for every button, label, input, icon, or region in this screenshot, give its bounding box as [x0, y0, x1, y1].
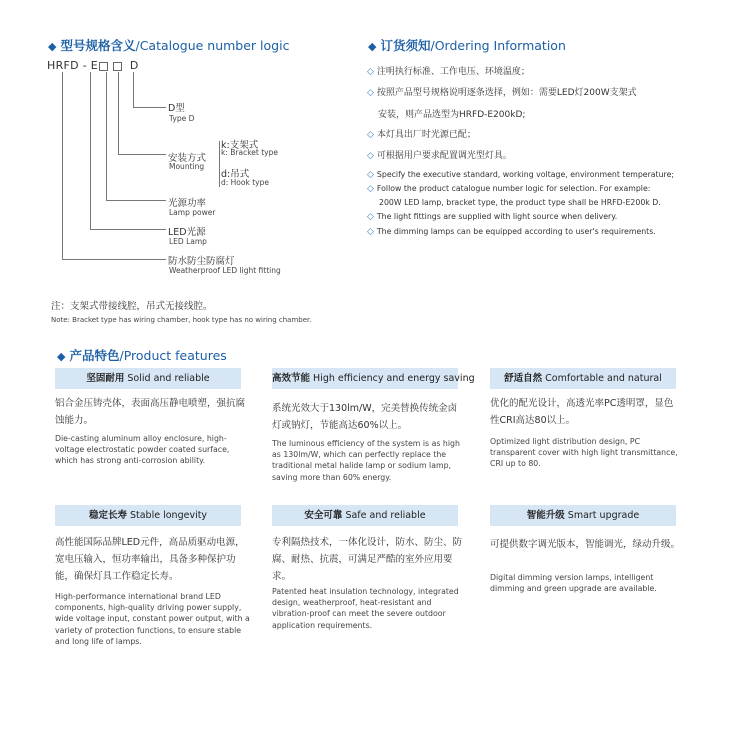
diamond-icon: ◆	[368, 40, 377, 53]
catalogue-heading-cn: 型号规格含义	[60, 38, 136, 53]
label-k-cn: k:支架式	[221, 140, 259, 151]
feature-tab-efficiency	[272, 368, 475, 389]
ordering-item-en-text: The light fittings are supplied with light source when delivery.	[376, 212, 618, 221]
feature-title-cn: 安全可靠	[304, 510, 343, 521]
feature-desc-cn: 优化的配光设计，高透光率PC透明罩，显色性CRI高达80以上。	[490, 398, 674, 426]
label-power-en: Lamp power	[169, 208, 216, 217]
label-d-cn: d:吊式	[221, 169, 250, 180]
feature-title-cn: 坚固耐用	[86, 373, 125, 384]
feature-desc-cn: 系统光效大于130lm/W，完美替换传统金卤灯或钠灯，节能高达60%以上。	[272, 403, 458, 431]
feature-title-cn: 稳定长寿	[88, 510, 127, 521]
ordering-item-text: 注明执行标准、工作电压、环境温度；	[376, 67, 530, 77]
feature-tab-smart	[490, 505, 676, 526]
feature-tab-stable	[55, 505, 241, 526]
code-box-mount	[113, 62, 122, 71]
ordering-item-text: 可根据用户要求配置调光型灯具。	[376, 151, 512, 161]
ordering-heading-en: /Ordering Information	[430, 38, 566, 53]
ordering-heading	[368, 36, 566, 54]
feature-desc-cn: 高性能国际品牌LED元件，高品质驱动电源，宽电压输入，恒功率输出，具备多种保护功能，确保灯具工作稳定长寿。	[55, 537, 245, 582]
diamond-outline-icon: ◇	[367, 227, 374, 237]
label-mount-en: Mounting	[169, 162, 205, 171]
catalogue-code	[47, 59, 139, 72]
feature-desc-en: Die-casting aluminum alloy enclosure, high-voltage electrostatic powder coated surface, which has strong anti-corrosion ability.	[55, 434, 230, 466]
label-weather-cn: 防水防尘防腐灯	[168, 256, 235, 267]
features-heading-en: /Product features	[119, 348, 227, 363]
diamond-outline-icon: ◇	[367, 212, 374, 222]
feature-title-cn: 智能升级	[526, 510, 565, 521]
connector-line	[90, 72, 91, 230]
ordering-item	[367, 127, 476, 140]
diamond-outline-icon: ◇	[367, 151, 374, 161]
ordering-item-en-text: Follow the product catalogue number logic for selection. For example:	[376, 184, 651, 193]
feature-title-en: High efficiency and energy saving	[313, 373, 475, 384]
ordering-item	[367, 148, 512, 161]
connector-line	[118, 72, 119, 155]
label-k-en: k: Bracket type	[221, 148, 278, 157]
connector-bracket	[219, 141, 220, 187]
feature-desc-cn: 铝合金压铸壳体，表面高压静电喷塑，强抗腐蚀能力。	[55, 398, 246, 426]
feature-title-en: Solid and reliable	[127, 373, 210, 384]
ordering-item-en	[367, 184, 650, 194]
diamond-icon: ◆	[57, 350, 66, 363]
features-heading-cn: 产品特色	[69, 348, 120, 363]
feature-desc-en: Digital dimming version lamps, intelligent dimming and green upgrade are available.	[490, 573, 657, 594]
diamond-outline-icon: ◇	[367, 67, 374, 77]
label-type-cn: D型	[168, 103, 185, 114]
ordering-item-en-text: The dimming lamps can be equipped according to user's requirements.	[376, 227, 656, 236]
feature-title-cn: 舒适自然	[504, 373, 543, 384]
connector-line	[133, 107, 166, 108]
ordering-item-text: 按照产品型号规格说明逐条选择，例如：需要LED灯200W支架式	[376, 88, 637, 98]
connector-line	[90, 229, 166, 230]
diamond-outline-icon: ◇	[367, 184, 374, 194]
ordering-item-text: 本灯具出厂时光源已配；	[376, 130, 476, 140]
ordering-heading-cn: 订货须知	[380, 38, 431, 53]
ordering-item-en-text: Specify the executive standard, working voltage, environment temperature;	[376, 170, 675, 179]
code-prefix: HRFD - E	[47, 59, 99, 72]
connector-line	[106, 72, 107, 201]
catalogue-note-cn: 注：支架式带接线腔，吊式无接线腔。	[51, 301, 213, 312]
ordering-item-en	[367, 227, 656, 237]
feature-title-cn: 高效节能	[272, 373, 311, 384]
feature-tab-safe	[272, 505, 458, 526]
catalogue-heading-en: /Catalogue number logic	[135, 38, 290, 53]
feature-desc-en: Optimized light distribution design, PC transparent cover with high light transmittance, CRI up to 80.	[490, 437, 678, 469]
connector-line	[62, 72, 63, 260]
diamond-outline-icon: ◇	[367, 88, 374, 98]
label-led-en: LED Lamp	[169, 237, 207, 246]
feature-desc-en: The luminous efficiency of the system is as high as 130lm/W, which can perfectly replace the traditional metal halide lamp or sodium lamp, saving more than 60% energy.	[272, 439, 460, 482]
catalogue-heading	[48, 36, 289, 54]
feature-title-en: Comfortable and natural	[545, 373, 662, 384]
feature-tab-solid	[55, 368, 241, 389]
label-mount-cn: 安装方式	[168, 153, 207, 164]
connector-line	[118, 154, 166, 155]
label-type-en: Type D	[169, 114, 195, 123]
feature-desc-en: High-performance international brand LED components, high-quality driving power supply, wide voltage input, constant power output, with a variety of protection functions, to ensure stable and long life of lamps.	[55, 592, 250, 646]
ordering-item	[367, 85, 637, 98]
ordering-item-en	[367, 212, 617, 222]
diamond-outline-icon: ◇	[367, 130, 374, 140]
ordering-item	[367, 64, 530, 77]
label-led-cn: LED光源	[168, 227, 206, 238]
feature-title-en: Stable longevity	[129, 510, 208, 521]
diamond-icon: ◆	[48, 40, 57, 53]
connector-line	[106, 200, 166, 201]
ordering-item-continuation: 安装，则产品选型为HRFD-E200kD;	[378, 110, 526, 120]
label-power-cn: 光源功率	[168, 198, 207, 209]
label-d-en: d: Hook type	[221, 178, 269, 187]
label-weather-en: Weatherproof LED light fitting	[169, 266, 281, 275]
diamond-outline-icon: ◇	[367, 170, 374, 180]
feature-desc-cn: 可提供数字调光版本，智能调光，绿动升级。	[490, 539, 681, 550]
connector-line	[133, 72, 134, 108]
ordering-item-en-continuation: 200W LED lamp, bracket type, the product type shall be HRFD-E200k D.	[379, 198, 661, 207]
code-box-power	[99, 62, 108, 71]
feature-title-en: Smart upgrade	[567, 510, 640, 521]
connector-line	[62, 259, 166, 260]
feature-desc-cn: 专利隔热技术，一体化设计，防水、防尘、防腐、耐热、抗震，可满足严酷的室外应用要求。	[272, 537, 463, 582]
feature-tab-comfortable	[490, 368, 676, 389]
feature-title-en: Safe and reliable	[345, 510, 426, 521]
feature-desc-en: Patented heat insulation technology, integrated design, weatherproof, heat-resistant and vibration-proof can meet the severe outdoor application requirements.	[272, 587, 459, 630]
code-suffix: D	[129, 59, 139, 72]
features-heading	[57, 346, 227, 364]
ordering-item-en	[367, 170, 674, 180]
catalogue-note-en: Note: Bracket type has wiring chamber, hook type has no wiring chamber.	[51, 316, 312, 324]
